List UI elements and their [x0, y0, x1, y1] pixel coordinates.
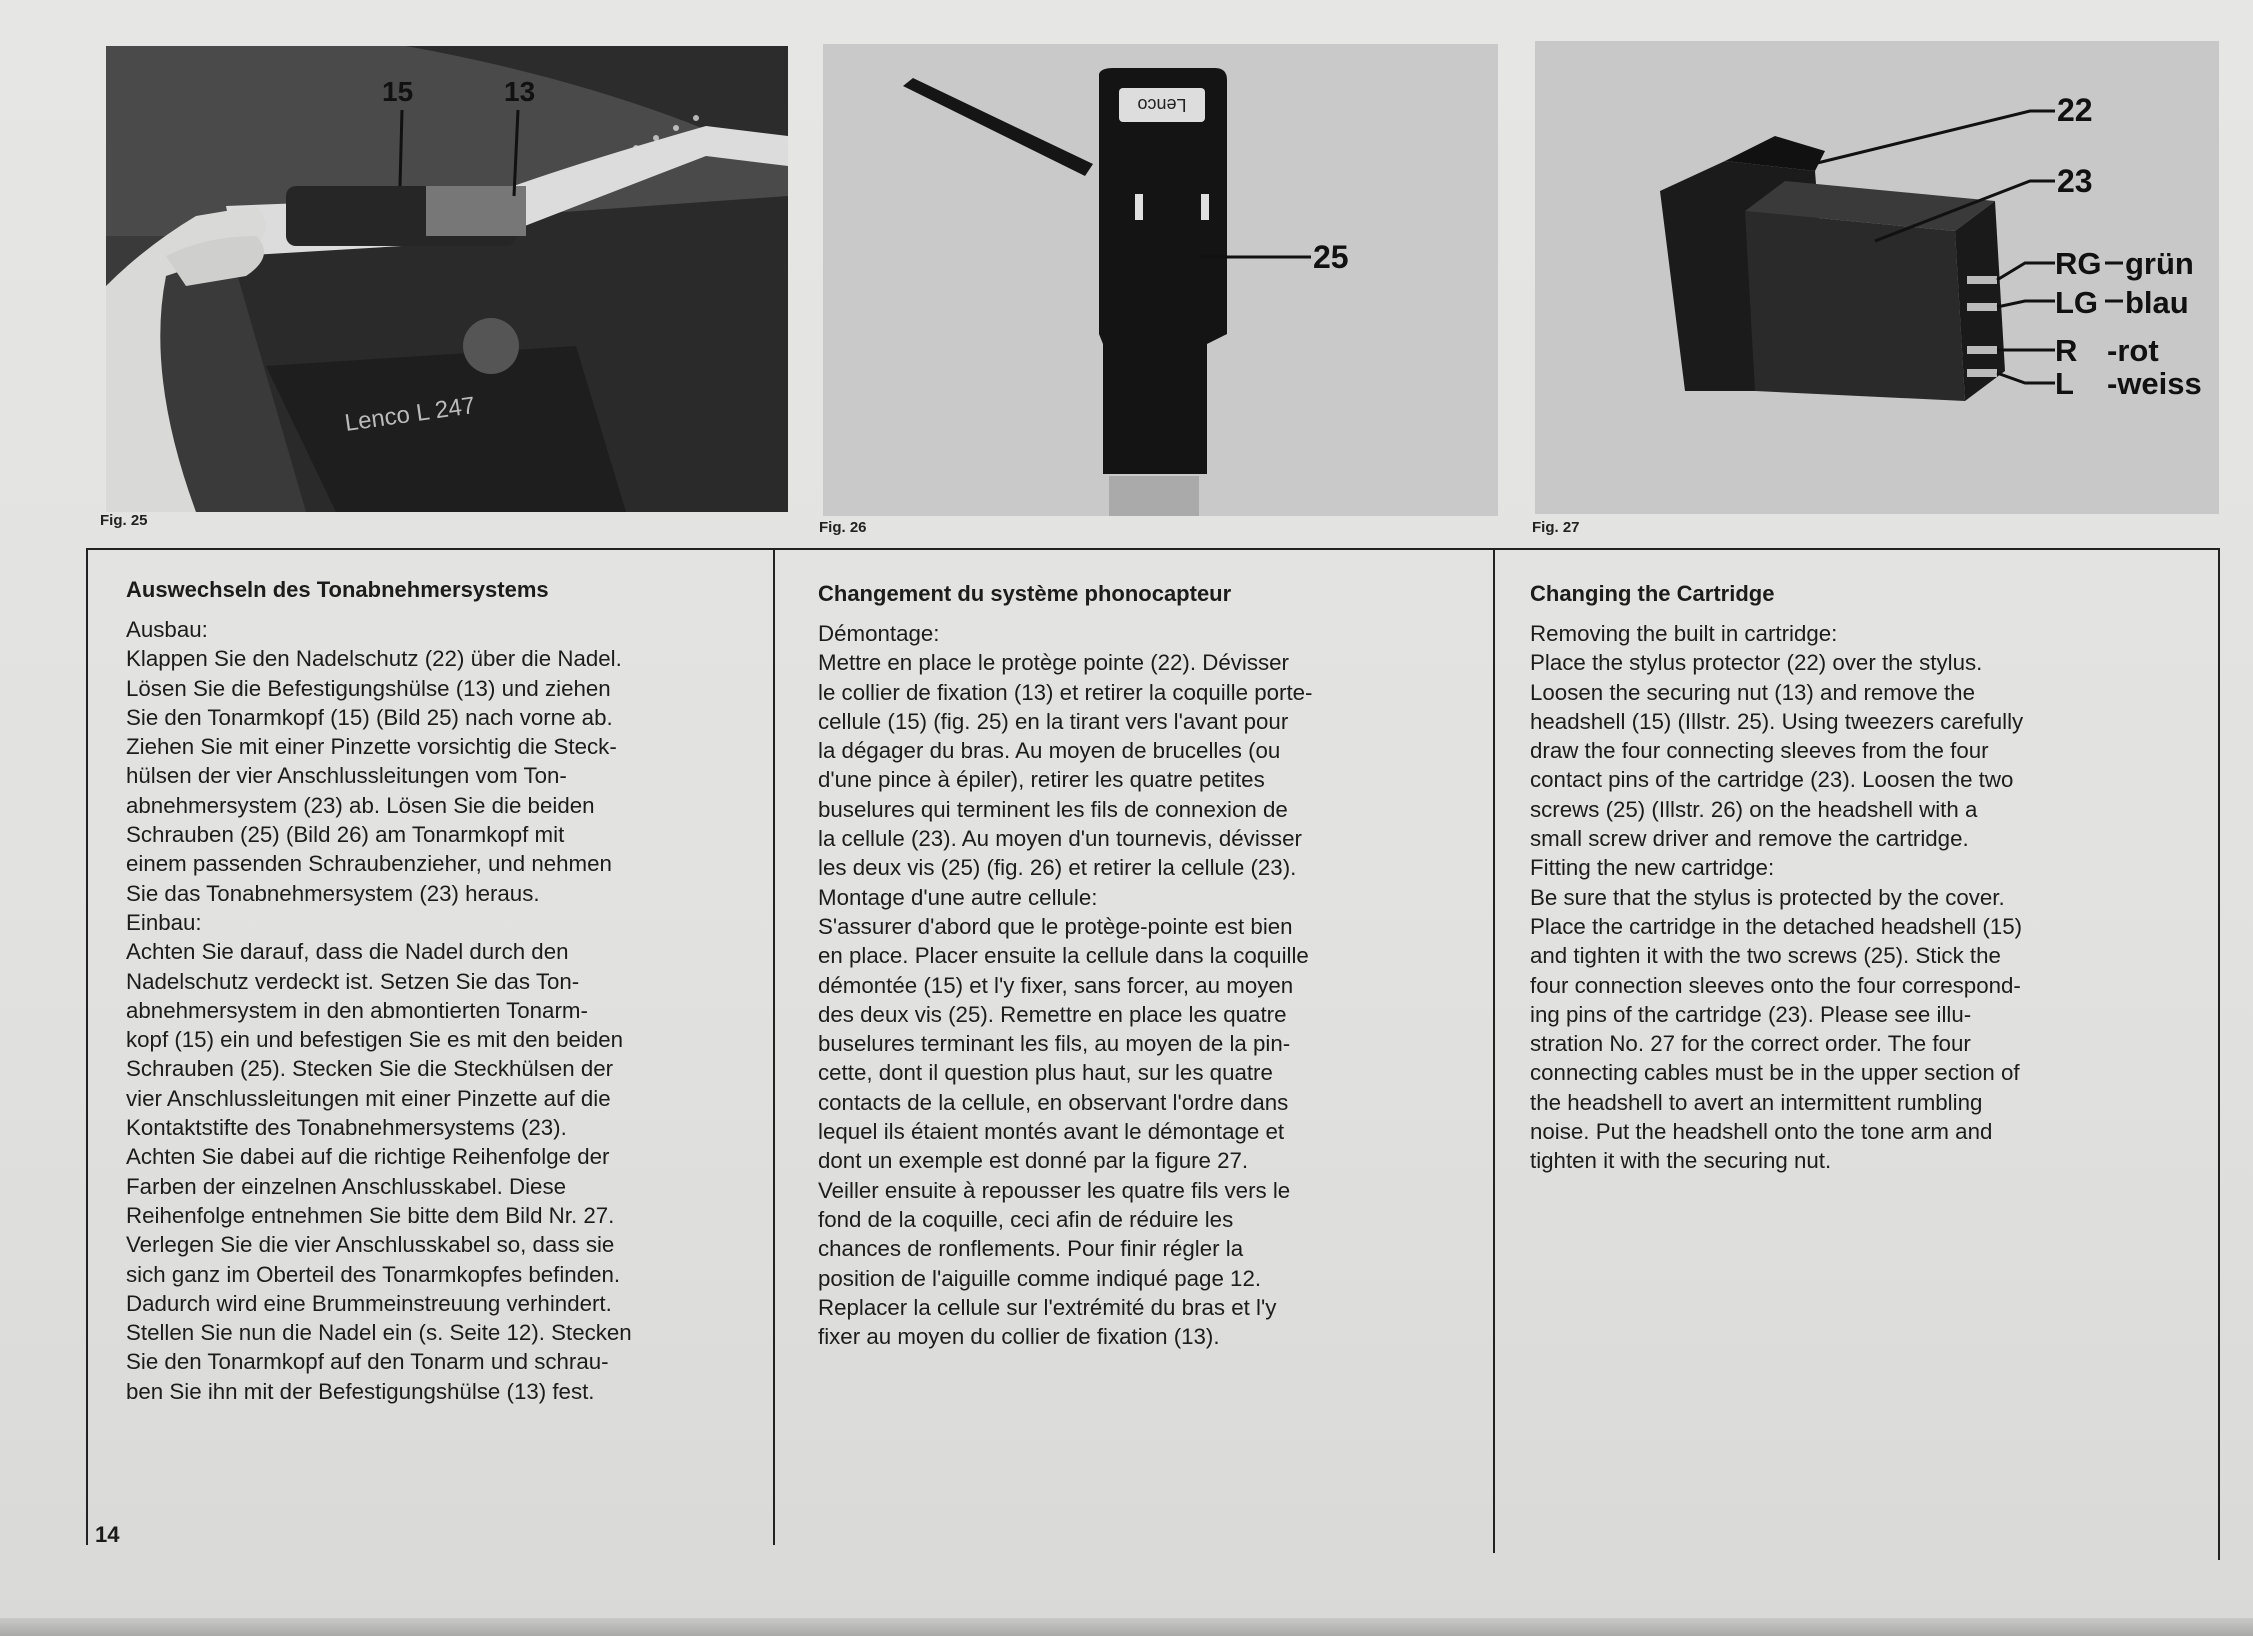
column-french [818, 577, 1312, 1351]
text-line: Démontage: [818, 621, 940, 646]
column-divider-2 [1493, 548, 1495, 1553]
text-line: Place the stylus protector (22) over the stylus. [1530, 650, 1983, 676]
text-line: connecting cables must be in the upper section of [1530, 1060, 2020, 1086]
text-line: Sie den Tonarmkopf (15) (Bild 25) nach vorne ab. [126, 704, 613, 730]
column-divider-1 [773, 548, 775, 1545]
callout-weiss: -weiss [2107, 366, 2202, 401]
text-line: cette, dont il question plus haut, sur les quatre [818, 1060, 1273, 1086]
text-line: Replacer la cellule sur l'extrémité du bras et l'y [818, 1294, 1277, 1320]
text-line: lequel ils étaient montés avant le démontage et [818, 1119, 1285, 1145]
text-line: Schrauben (25) (Bild 26) am Tonarmkopf mit [126, 822, 565, 848]
text-line: Lösen Sie die Befestigungshülse (13) und ziehen [126, 675, 611, 701]
text-line: draw the four connecting sleeves from the four [1530, 738, 1989, 764]
text-line: S'assurer d'abord que le protège-pointe est bien [818, 913, 1293, 939]
figure-27-photo [1535, 41, 2219, 514]
column-german [126, 573, 632, 1406]
column-heading: Changing the Cartridge [1530, 581, 1775, 606]
text-line: dont un exemple est donné par la figure 27. [818, 1148, 1249, 1174]
text-line: d'une pince à épiler), retirer les quatre petites [818, 767, 1265, 793]
text-line: démontée (15) et l'y fixer, sans forcer, au moyen [818, 972, 1294, 998]
callout-blau: blau [2125, 285, 2189, 320]
text-line: Veiller ensuite à repousser les quatre fils vers le [818, 1177, 1291, 1203]
text-line: Sie den Tonarmkopf auf den Tonarm und schrau- [126, 1349, 609, 1375]
text-line: Farben der einzelnen Anschlusskabel. Diese [126, 1173, 567, 1199]
text-line: screws (25) (Illstr. 26) on the headshell with a [1530, 796, 1978, 822]
column-heading: Auswechseln des Tonabnehmersystems [126, 577, 549, 602]
callout-25: 25 [1313, 239, 1349, 275]
text-line: Montage d'une autre cellule: [818, 884, 1098, 910]
text-line: noise. Put the headshell onto the tone arm and [1530, 1119, 1993, 1145]
text-line: le collier de fixation (13) et retirer la coquille porte- [818, 679, 1313, 705]
callout-r: R [2055, 333, 2078, 368]
text-line: four connection sleeves onto the four correspond- [1530, 972, 2021, 998]
callout-lg: LG [2055, 285, 2099, 320]
text-line: Be sure that the stylus is protected by the cover. [1530, 884, 2005, 910]
text-line: Verlegen Sie die vier Anschlusskabel so, dass sie [126, 1232, 615, 1258]
callout-15: 15 [382, 76, 414, 107]
text-line: Stellen Sie nun die Nadel ein (s. Seite 12). Stecken [126, 1320, 632, 1346]
headshell-brand-text: Lenco [1137, 95, 1187, 115]
text-line: Place the cartridge in the detached headshell (15) [1530, 913, 2023, 939]
text-line: Ausbau: [126, 617, 208, 642]
text-line: abnehmersystem in den abmontierten Tonarm- [126, 997, 588, 1023]
text-line: la dégager du bras. Au moyen de brucelles (ou [818, 738, 1281, 764]
text-line: Einbau: [126, 909, 202, 935]
text-line: abnehmersystem (23) ab. Lösen Sie die beiden [126, 792, 595, 818]
callout-22: 22 [2057, 92, 2093, 128]
text-line: Loosen the securing nut (13) and remove the [1530, 679, 1975, 705]
text-line: en place. Placer ensuite la cellule dans la coquille [818, 943, 1309, 969]
page-bottom-edge [0, 1618, 2253, 1636]
callout-gruen: grün [2125, 246, 2194, 281]
text-line: ing pins of the cartridge (23). Please see illu- [1530, 1001, 1972, 1027]
text-line: Ziehen Sie mit einer Pinzette vorsichtig die Steck- [126, 734, 617, 760]
text-line: Nadelschutz verdeckt ist. Setzen Sie das Ton- [126, 968, 580, 994]
text-line: Achten Sie dabei auf die richtige Reihenfolge der [126, 1144, 610, 1170]
text-line: headshell (15) (Illstr. 25). Using tweezers carefully [1530, 708, 2024, 734]
column-heading: Changement du système phonocapteur [818, 581, 1232, 606]
turntable-brand-text: Lenco L 247 [343, 391, 477, 437]
column-english [1530, 577, 2023, 1176]
figure-25-caption: Fig. 25 [100, 512, 148, 529]
page-number: 14 [95, 1522, 120, 1547]
text-line: Reihenfolge entnehmen Sie bitte dem Bild Nr. 27. [126, 1202, 615, 1228]
text-line: fond de la coquille, ceci afin de réduire les [818, 1206, 1234, 1232]
text-line: Kontaktstifte des Tonabnehmersystems (23). [126, 1115, 567, 1141]
text-line: position de l'aiguille comme indiqué page 12. [818, 1265, 1262, 1291]
text-line: Mettre en place le protège pointe (22). Dévisser [818, 650, 1289, 676]
text-line: buselures qui terminent les fils de connexion de [818, 796, 1288, 822]
text-line: des deux vis (25). Remettre en place les quatre [818, 1001, 1287, 1027]
callout-rg: RG [2055, 246, 2102, 281]
text-line: einem passenden Schraubenzieher, und nehmen [126, 851, 612, 877]
text-line: contact pins of the cartridge (23). Loosen the two [1530, 767, 2014, 793]
text-line: stration No. 27 for the correct order. The four [1530, 1031, 1971, 1057]
callout-rot: -rot [2107, 333, 2159, 368]
text-line: small screw driver and remove the cartridge. [1530, 826, 1969, 852]
text-line: Achten Sie darauf, dass die Nadel durch den [126, 939, 569, 965]
text-line: fixer au moyen du collier de fixation (13). [818, 1324, 1220, 1350]
left-border [86, 548, 88, 1545]
text-line: Dadurch wird eine Brummeinstreuung verhindert. [126, 1290, 612, 1316]
text-line: and tighten it with the two screws (25). Stick the [1530, 943, 2001, 969]
text-line: buselures terminant les fils, au moyen de la pin- [818, 1031, 1291, 1057]
callout-13: 13 [504, 76, 536, 107]
text-line: vier Anschlussleitungen mit einer Pinzette auf die [126, 1085, 611, 1111]
text-line: Klappen Sie den Nadelschutz (22) über die Nadel. [126, 646, 622, 672]
figure-26-photo [823, 44, 1498, 516]
callout-23: 23 [2057, 163, 2093, 199]
text-line: chances de ronflements. Pour finir régler la [818, 1236, 1244, 1262]
text-line: tighten it with the securing nut. [1530, 1148, 1832, 1174]
right-border [2218, 548, 2220, 1560]
callout-l: L [2055, 366, 2074, 401]
text-line: hülsen der vier Anschlussleitungen vom Ton- [126, 763, 567, 789]
text-line: Fitting the new cartridge: [1530, 855, 1775, 881]
text-line: cellule (15) (fig. 25) en la tirant vers l'avant pour [818, 708, 1289, 734]
text-line: Removing the built in cartridge: [1530, 621, 1838, 646]
text-line: ben Sie ihn mit der Befestigungshülse (13) fest. [126, 1378, 595, 1404]
text-line: kopf (15) ein und befestigen Sie es mit den beiden [126, 1027, 624, 1053]
text-line: contacts de la cellule, en observant l'ordre dans [818, 1089, 1289, 1115]
text-line: la cellule (23). Au moyen d'un tournevis, dévisser [818, 826, 1302, 852]
text-line: les deux vis (25) (fig. 26) et retirer la cellule (23). [818, 855, 1297, 881]
text-line: Schrauben (25). Stecken Sie die Steckhülsen der [126, 1056, 614, 1082]
figure-27-caption: Fig. 27 [1532, 519, 1580, 536]
figure-26-caption: Fig. 26 [819, 519, 867, 536]
figure-25-photo [106, 46, 788, 512]
text-line: sich ganz im Oberteil des Tonarmkopfes befinden. [126, 1261, 621, 1287]
text-line: Sie das Tonabnehmersystem (23) heraus. [126, 880, 540, 906]
text-line: the headshell to avert an intermittent rumbling [1530, 1089, 1983, 1115]
